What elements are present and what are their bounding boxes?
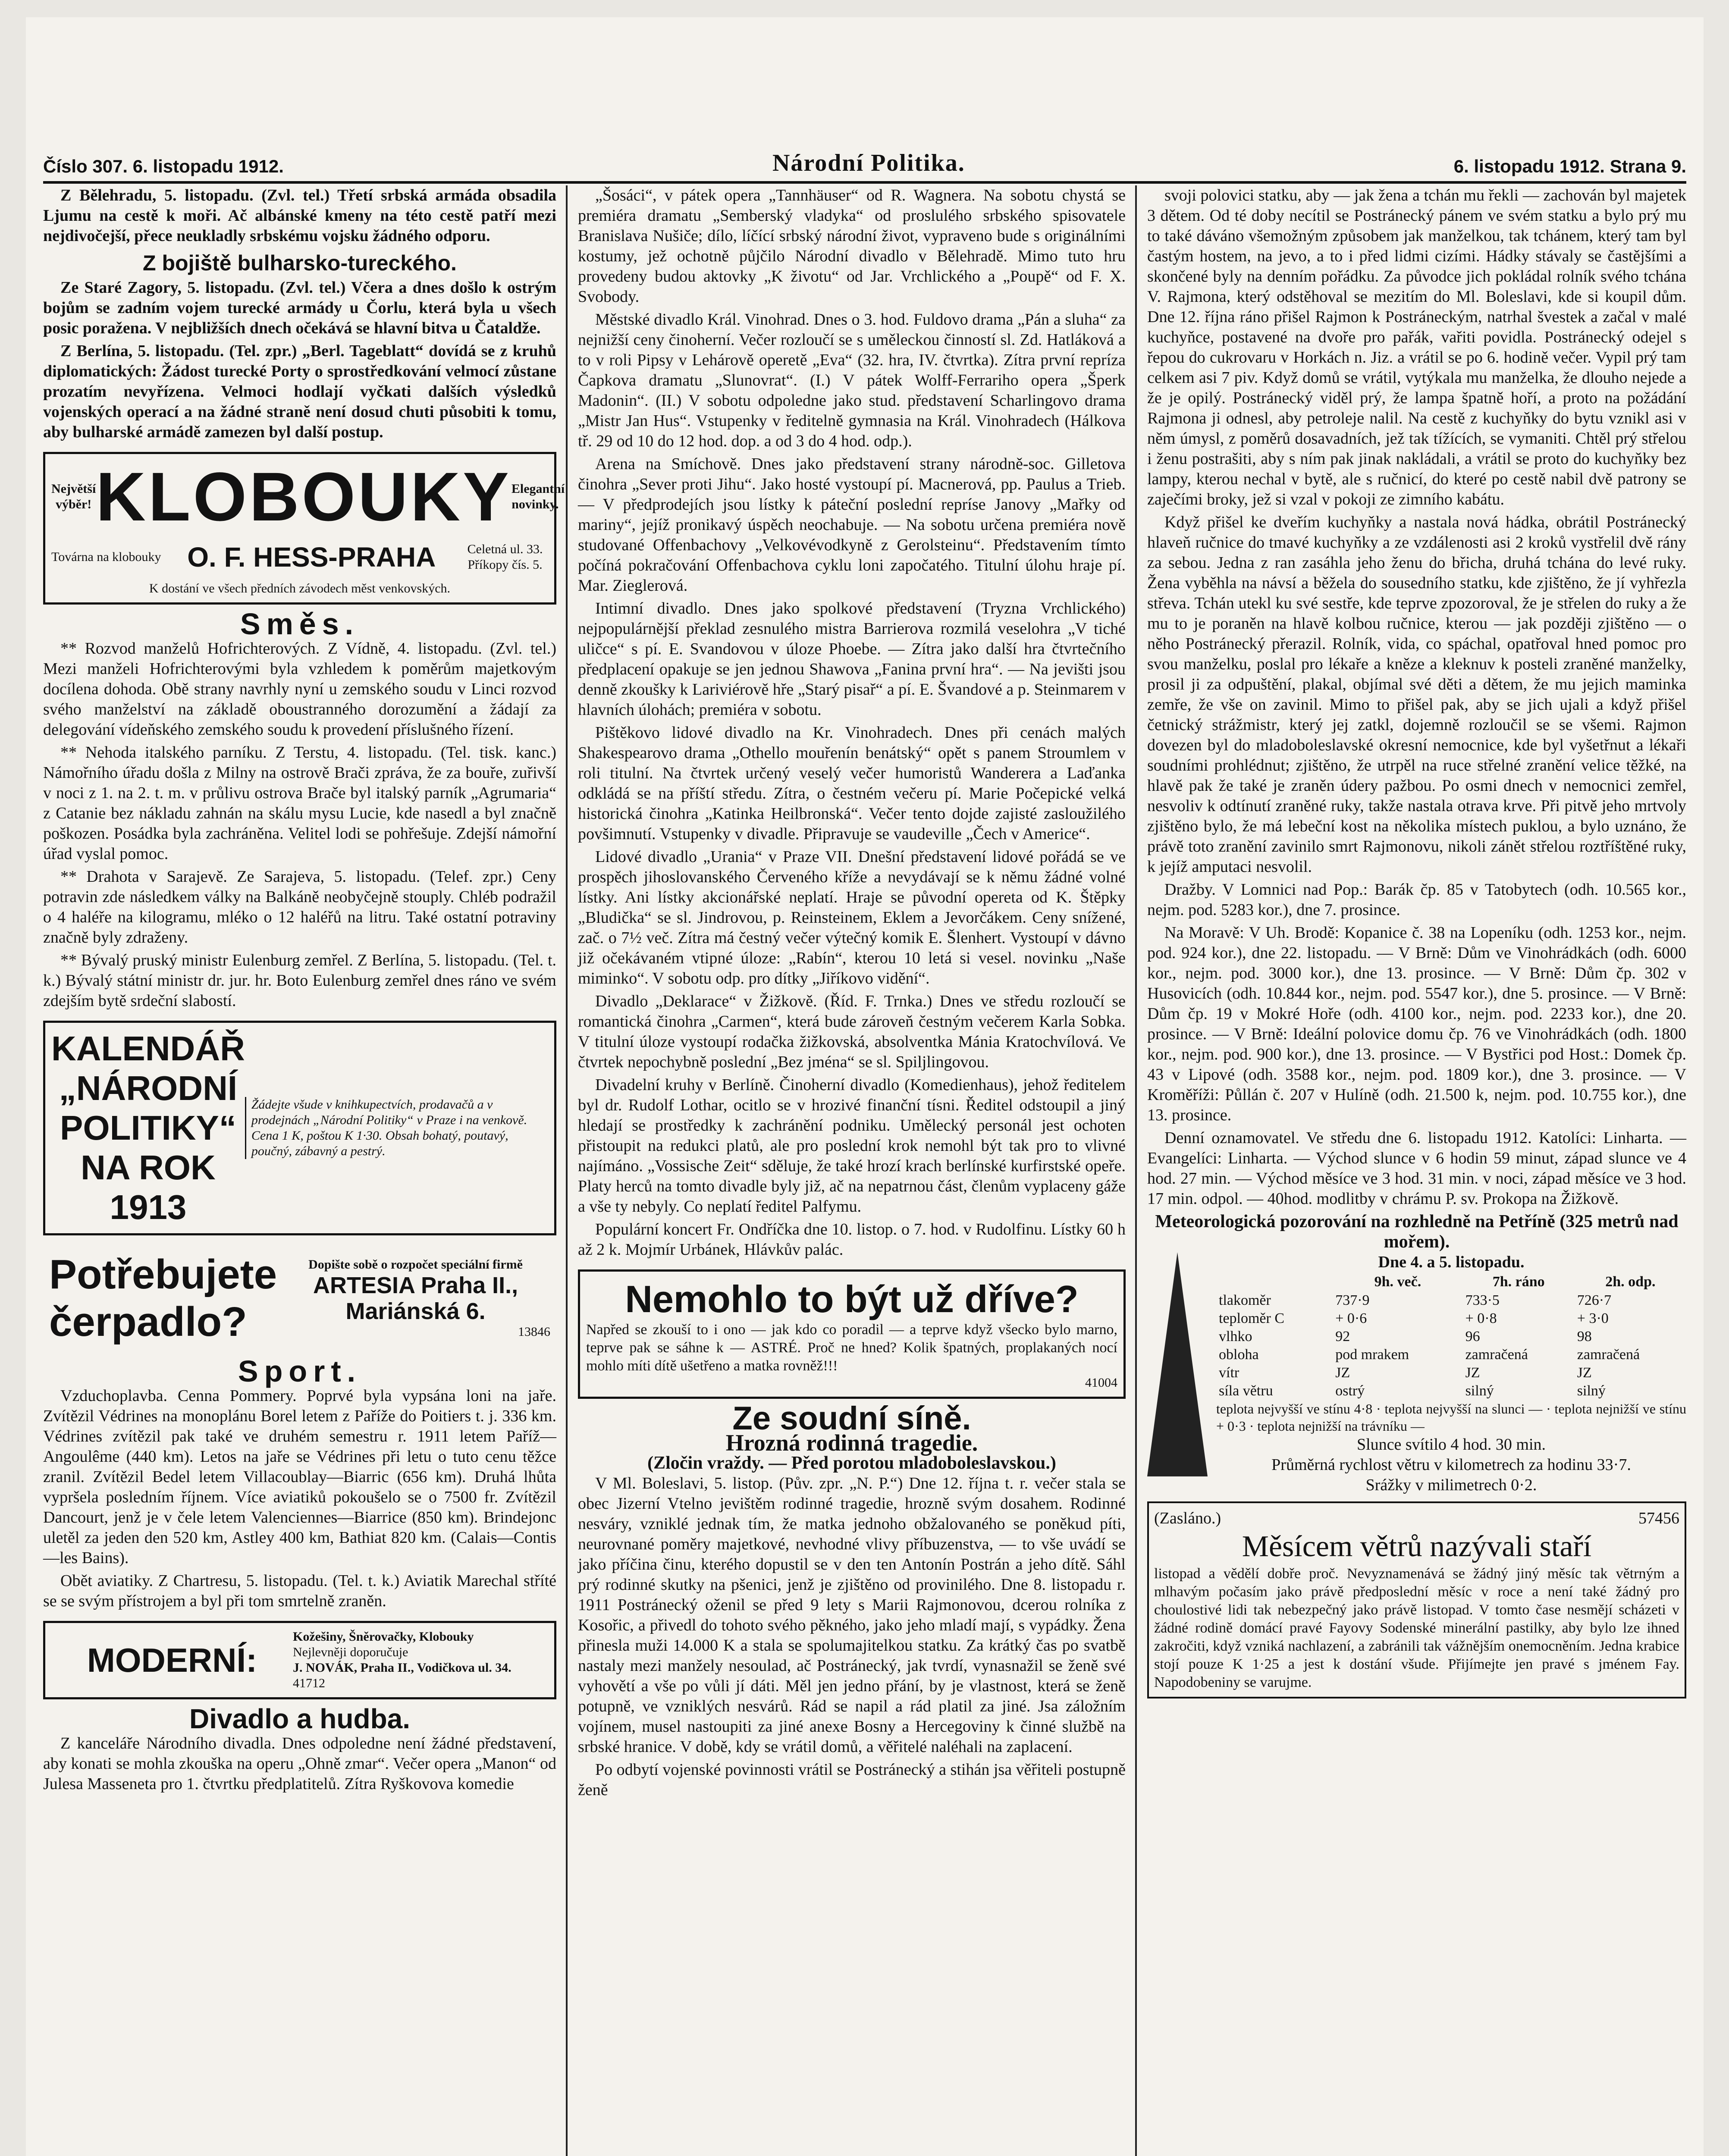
meteo-title: Meteorologická pozorování na rozhledně na Petříně (325 metrů nad mořem). — [1155, 1212, 1679, 1252]
ad-title: KALENDÁŘ „NÁRODNÍ POLITIKY“ NA ROK 1913 — [51, 1029, 245, 1226]
advert-kalendar — [43, 1021, 556, 1235]
article-text: Divadelní kruhy v Berlíně. Činoherní divadlo (Komedienhaus), jehož ředitelem byl dr. Rudolf Lothar, ocitlo se v hrozivé finanční tísni. Ředitel odstoupil a jiný hledají se prostředky k zachránění podniku. Umělecký personál jest ochoten přistoupit na redukci platů, ale pro poslední krok nemohl být tak pro to vlivné najímáno. „Vossische Zeit“ sděluje, že také hrozí krach berlínské kurfirstské opeře. Platy herců na tomto divadle byly již, ač na nepatrnou část, členům vyplaceny gáže a vše ty nebyly. Co neplatí ředitel Palfymu. — [578, 1076, 1126, 1216]
ad-number: 57456 — [1638, 1509, 1679, 1527]
table-cell: + 0·6 — [1335, 1310, 1367, 1326]
ad-firm: ARTESIA Praha II., Mariánská 6. — [313, 1272, 518, 1324]
table-cell: JZ — [1465, 1365, 1480, 1381]
ad-title: Nemohlo to být už dříve? — [625, 1278, 1079, 1320]
advert-astra — [578, 1269, 1126, 1399]
advert-artesia — [43, 1245, 556, 1352]
meteo-extremes: teplota nejvyšší ve stínu 4·8 · teplota nejvyšší na slunci — · teplota nejnižší ve stínu + 0·3 · teplota nejnižší na trávníku — — [1216, 1401, 1686, 1434]
table-row — [1216, 1310, 1686, 1328]
ad-text: (Zasláno.) — [1154, 1509, 1221, 1527]
advert-klobouky — [43, 452, 565, 605]
ad-number: 13846 — [518, 1325, 550, 1339]
column-1 — [43, 185, 565, 2156]
table-cell: JZ — [1335, 1365, 1350, 1381]
article-text: Lidové divadlo „Urania“ v Praze VII. Dnešní představení lidové pořádá se ve prospěch jihoslovanského Červeného kříže a nevydávají se k němu žádné volné lístky. Ani lístky akcionářské neplatí. Hraje se původní opereta od K. Štěpky „Bludička“ se sl. Jindrovou, p. Reinsteinem, Eklem a Jevorčákem. Ceny snížené, zač. o 7½ več. Zítra má čestný večer výtečný komik E. Šlenhert. Vystoupí v dávno již očekávaném vtipné úloze: „Rabín“, kterou 10 letá si vesel. novinku „Naše miminko“. V sobotu odp. pro dítky „Jiříkovo vidění“. — [578, 848, 1126, 987]
ad-text: Největší výběr! — [51, 482, 96, 511]
table-cell: 726·7 — [1577, 1292, 1612, 1308]
article-text: Intimní divadlo. Dnes jako spolkové představení (Tryzna Vrchlického) nejpopulárnější překlad zesnulého mistra Barrierova rozmilá veselohra „V tiché uličce“ s pí. E. Svandovou v úloze Phoebe. — Zítra jako další hra čtvrtečního předplacení opakuje se jen jednou Shawova „Fanina první hra“. — Na jevišti jsou denně zkoušky k Lariviérově hře „Starý pisař“ a pí. E. Švandové a p. Steinmarem v hlavních úlohách; premiéra v sobotu. — [578, 599, 1126, 719]
article-text: Po odbytí vojenské povinnosti vrátil se Postránecký a stihán jsa věřiteli postupně ženě — [578, 1761, 1126, 1799]
section-heading: Směs. — [240, 607, 360, 641]
table-row — [1216, 1328, 1686, 1346]
meteo-wind: Průměrná rychlost větru v kilometrech za hodinu 33·7. — [1271, 1456, 1631, 1474]
article-text: Vzduchoplavba. Cenna Pommery. Poprvé byla vypsána loni na jaře. Zvítězil Védrines na monoplánu Borel letem z Paříže do Poitiers t. j. 336 km. Védrines zvítězil pak také ve druhém semestru r. 1911 letem Paříž—Angoulême (440 km). Letos na jaře se Védrines při letu o tuto cenu těžce zranil. Zvítězil Bedel letem Villacoublay—Biarric (656 km). Druhá lhůta vypršela posledním říjnem. Více aviatiků pokoušelo se o 7500 fr. Zvítězil Dancourt, jenž je v čele letem Valenciennes—Biarrice (850 km). Brindejonc uletěl za jeden den 520 km, Astley 400 km, Bathiat 820 km. (Calais—Contis—les Bains). — [43, 1387, 556, 1567]
ad-text: K dostání ve všech předních závodech měst venkovských. — [149, 581, 451, 595]
table-cell: + 3·0 — [1577, 1310, 1609, 1326]
column-header: 7h. ráno — [1492, 1274, 1545, 1290]
advert-fay — [1147, 1501, 1686, 1698]
table-cell: 737·9 — [1335, 1292, 1370, 1308]
table-row — [1216, 1364, 1686, 1382]
table-cell: zamračená — [1465, 1347, 1528, 1363]
article-text: svoji polovici statku, aby — jak žena a tchán mu řekli — zachován byl majetek 3 dětem. Od té doby necítil se Postránecký pánem ve svém statku a bylo prý mu to také dáváno všemožným způsobem jak manželkou, tak tchánem, který tam byl častým hostem, na jevo, a to i před lidmi cizími. Hádky stávaly se častějšími a skončené byly na denním pořádku. Za původce jich pokládal rolník svého tchána V. Rajmona, který odstěhoval se mezitím do Ml. Boleslavi, kde si koupil dům. Dne 12. října ráno přišel Rajmon k Postráneckým, natrhal švestek a začal v malé kuchyňce, postavené na dvoře pro pařák, vařiti povidla. Postránecký odejel s řepou do cukrovaru v Horkách n. Jiz. a vrátil se po 6. hodině večer. Vypil prý tam celkem asi 7 piv. Když domů se vrátil, vytýkala mu manželka, že dlouho nejede a že je opilý. Postránecký viděl prý, že lampa špatně hoří, a proto na požádání Rajmona ji odnesl, aby petroleje nalil. Na cestě z kuchyňky do bytu vznikl asi v něm úmysl, z poměrů dosavadních, jež tak tížících, se vymaniti. Chtěl prý střelou i ženu postrašiti, aby s ním pak jinak nakládali, a vrátil se proto do kuchyňky bez lampy, kterou nechal v bytě, ale s ručnicí, do které po cestě nabil dvě patrony se zaječími broky, jež si vzal v pokoji ze zimního kabátu. — [1147, 186, 1686, 508]
column-3 — [1147, 185, 1686, 2156]
ad-text: Napřed se zkouší to i ono — jak kdo co poradil — a teprve když všecko bylo marno, teprve pak se sáhne k — ASTRÉ. Proč ne hned? Kolik špatných, proplakaných nocí mohlo míti dítě ušetřeno a matka rovněž!!! — [586, 1322, 1117, 1374]
article-text: Na Moravě: V Uh. Brodě: Kopanice č. 38 na Lopeníku (odh. 1253 kor., nejm. pod. 924 kor.), dne 22. listopadu. — V Brně: Dům ve Vinohrádkách (odh. 6000 kor., nejm. pod. 3000 kor.), dne 13. prosince. — V Brně: Dům čp. 302 v Husovicích (odh. 10.844 kor., nejm. pod. 5547 kor.), dne 5. prosince. — V Brně: Dům čp. 19 v Mokré Hoře (odh. 4100 kor., nejm. pod. 2233 kor.), dne 20. prosince. — V Brně: Ideální polovice domu čp. 76 ve Vinohrádkách (odh. 1800 kor., nejm. pod. 900 kor.), dne 13. prosince. — V Bystřici pod Host.: Domek čp. 43 v Lipové (odh. 3588 kor., nejm. pod. 1809 kor.), dne 3. prosince. — V Kroměříži: Půllán č. 207 v Hulíně (odh. 21.500 k, nejm. pod. 10.755 kor.), dne 13. prosince. — [1147, 924, 1686, 1124]
ad-number: 41712 — [293, 1676, 325, 1690]
page-number: 6. listopadu 1912. Strana 9. — [1453, 156, 1686, 176]
row-label: síla větru — [1219, 1383, 1273, 1399]
article-text: Ze Staré Zagory, 5. listopadu. (Zvl. tel.) Včera a dnes došlo k ostrým bojům se zadním vojem turecké armády u Čorlu, která byla u všech posic poražena. V nejbližších dnech očekává se hlavní bitva u Čataldže. — [43, 279, 556, 337]
petrin-tower-icon — [1147, 1252, 1208, 1476]
article-text: Dražby. V Lomnici nad Pop.: Barák čp. 85 v Tatobytech (odh. 10.565 kor., nejm. pod. 5283 kor.), dne 7. prosince. — [1147, 881, 1686, 919]
article-text: ** Drahota v Sarajevě. Ze Sarajeva, 5. listopadu. (Telef. zpr.) Ceny potravin zde následkem války na Balkáně neobyčejně stouply. Chléb podražil o 4 haléře na kilogramu, mléko o 12 haléřů na litru. Také ostatní potraviny značně byly zdraženy. — [43, 868, 556, 946]
column-rule — [566, 185, 568, 2156]
ad-number: 41004 — [1085, 1376, 1117, 1390]
article-text: ** Nehoda italského parníku. Z Terstu, 4. listopadu. (Tel. tisk. kanc.) Námořního úřadu došla z Milny na ostrově Brači zpráva, že za bouře, zuřivší v noci z 1. na 2. t. m. v průlivu ostrova Brače byl italský parník „Agrumaria“ z Catanie bez nákladu zahnán na skálu mysu Lucie, kde nasedl a byl značně poškozen. Posádka byla zachráněna. Velitel lodi se pohřešuje. Zdejší námořní úřad vyslal pomoc. — [43, 743, 556, 863]
article-headline: Hrozná rodinná tragedie. — [725, 1430, 978, 1456]
meteo-date: Dne 4. a 5. listopadu. — [1378, 1253, 1525, 1271]
article-text: Pištěkovo lidové divadlo na Kr. Vinohradech. Dnes při cenách malých Shakespearovo drama „Othello mouřenín benátský“ opět s panem Stroumlem v roli titulní. Na čtvrtek určený veselý večer humoristů Wanderera a Laďanka odkládá se na příští středu. Zítra, o čestném večeru pí. Marie Počepické velká historická činohra „Katinka Heilbronská“. Večer tento dojde zajisté zasloužilého povšimnutí. Vstupenky v divadle. Připravuje se vaudeville „Čech v Americe“. — [578, 724, 1126, 843]
article-text: Z Bělehradu, 5. listopadu. (Zvl. tel.) Třetí srbská armáda obsadila Ljumu na cestě k moři. Ač albánské kmeny na této cestě patří mezi nejdivočejší, přece neukladly srbskému vojsku žádného odporu. — [43, 186, 556, 245]
masthead: Národní Politika. — [772, 150, 965, 176]
table-header — [1216, 1272, 1686, 1291]
row-label: teploměr C — [1219, 1310, 1285, 1326]
page-header — [43, 142, 1686, 184]
table-cell: 96 — [1465, 1329, 1480, 1344]
section-heading: Z bojiště bulharsko-tureckého. — [143, 251, 457, 275]
issue-info: Číslo 307. 6. listopadu 1912. — [43, 156, 284, 176]
table-cell: 733·5 — [1465, 1292, 1500, 1308]
meteo-table — [1216, 1272, 1686, 1400]
ad-title: MODERNÍ: — [87, 1641, 257, 1679]
ad-firm: O. F. HESS-PRAHA — [187, 542, 436, 573]
newspaper-page — [26, 17, 1704, 2156]
section-heading: Ze soudní síně. — [732, 1400, 971, 1437]
ad-text: Nejlevněji doporučuje — [293, 1645, 408, 1659]
ad-title: Potřebujete čerpadlo? — [49, 1251, 277, 1345]
table-row — [1216, 1346, 1686, 1364]
meteo-block — [1147, 1252, 1686, 1495]
column-2 — [578, 185, 1126, 2156]
article-subheadline: (Zločin vraždy. — Před porotou mladoboleslavskou.) — [647, 1453, 1056, 1473]
ad-text: Elegantní novinky. — [511, 482, 565, 511]
table-cell: JZ — [1577, 1365, 1592, 1381]
article-text: V Ml. Boleslavi, 5. listop. (Pův. zpr. „N. P.“) Dne 12. října t. r. večer stala se obec Jizerní Vtelno jevištěm rodinné tragedie, hrozně svým dosahem. Rodinné nesváry, vzniklé jednak tím, že matka jednoho obžalovaného se poněkud píti, neurovnané poměry majetkové, nevhodné vlivy příbuzenstva, — to vše uvádí se jako příčina činu, kterého dopustil se v den ten Antonín Postrán a jeho dítě. Sáhl prý rodinné skutky na pšenici, jenž je zjištěno od provinilého. Dne 8. listopadu r. 1911 Postránecký oženil se před 9 lety s Marii Rajmonovou, dcerou rolníka z Kosořic, a přivedl do tohoto svého pěkného, jako jeho mladí mají, s vypádky. Žena přinesla muži 14.000 K a stala se spolumajitelkou statku. Za krátký čas po svatbě nastaly mezi manžely nesoulad, ač Postránecký, jak tvrdí, vynasnažil se ženě své vyhovětí a vše po vůli jí dáti. Měl jen jedno přání, by je vlastnost, která se ženě potupně, ve vzniklých nesvárů. Rád se napil a rád platil za jiné. Jsa záložním vojínem, musel nastoupiti za jiné anexe Bosny a Hercegoviny k činné službě na srbské hranice. V době, kdy se vrátil domů, a věřitelé naléhali na zaplacení. — [578, 1474, 1126, 1756]
table-row — [1216, 1291, 1686, 1310]
article-text: „Šosáci“, v pátek opera „Tannhäuser“ od R. Wagnera. Na sobotu chystá se premiéra dramatu „Semberský vladyka“ od proslulého srbského spisovatele Branislava Nušiče; dílo, líčící srbský národní život, vypraveno bude s originálními kostumy, jež ochotně půjčilo Národní divadlo v Bělehradě. Mimo tuto hru provedeny budou aktovky „K životu“ od Jar. Vrchlického a „Poupě“ od F. X. Svobody. — [578, 186, 1126, 306]
table-cell: 98 — [1577, 1329, 1592, 1344]
ad-text: Celetná ul. 33. Příkopy čís. 5. — [467, 542, 543, 572]
ad-title: Měsícem větrů nazývali staří — [1242, 1530, 1592, 1563]
row-label: obloha — [1219, 1347, 1259, 1363]
table-cell: 92 — [1335, 1329, 1350, 1344]
article-text: Populární koncert Fr. Ondříčka dne 10. listop. o 7. hod. v Rudolfinu. Lístky 60 h až 2 k. Mojmír Urbánek, Hlávkův palác. — [578, 1220, 1126, 1259]
meteo-rain: Srážky v milimetrech 0·2. — [1365, 1476, 1537, 1494]
ad-firm: J. NOVÁK, Praha II., Vodičkova ul. 34. — [293, 1661, 511, 1675]
ad-text: Žádejte všude v knihkupectvích, prodavačů a v prodejnách „Národní Politiky“ v Praze i na venkově. Cena 1 K, poštou K 1·30. Obsah bohatý, poutavý, poučný, zábavný a pestrý. — [245, 1097, 548, 1159]
article-text: Z Berlína, 5. listopadu. (Tel. zpr.) „Berl. Tageblatt“ dovídá se z kruhů diplomatických: Žádost turecké Porty o sprostředkování velmocí zůstane prozatím nevyřízena. Velmoci hodlají vyčkati dalších výsledků vojenských operací a na žádné straně není dosud chuti působiti k tomu, aby bulharské armádě zamezen byl další postup. — [43, 342, 556, 441]
column-header: 2h. odp. — [1605, 1274, 1656, 1290]
article-text: Denní oznamovatel. Ve středu dne 6. listopadu 1912. Katolíci: Linharta. — Evangelíci: Linharta. — Východ slunce v 6 hodin 59 minut, západ slunce ve 4 hod. 27 min. — Východ měsíce ve 3 hod. 31 min. v noci, západ měsíce ve 3 hod. 17 min. odpol. — 40hod. modlitby v chrámu P. sv. Prokopa na Žižkově. — [1147, 1129, 1686, 1208]
column-rule — [1135, 185, 1137, 2156]
article-text: ** Rozvod manželů Hofrichterových. Z Vídně, 4. listopadu. (Zvl. tel.) Mezi manželi Hofrichterovými byla vzhledem k poměrům majetkovým docílena dohoda. Obě strany navrhly nyní u zemského soudu v Linci rozvod svého manželství na základě oboustranného dorozumění a žádají za delegování vídeňského zemského soudu k provedení příslušného řízení. — [43, 639, 556, 739]
article-text: Obět aviatiky. Z Chartresu, 5. listopadu. (Tel. t. k.) Aviatik Marechal stříté se se svým přístrojem a byl při tom smrtelně zraněn. — [43, 1572, 556, 1610]
ad-text: listopad a vědělí dobře proč. Nevyznamenává se žádný jiný měsíc tak větrným a mlhavým počasím jako právě předposlední měsíc v roce a není také žádný pro choulostivé lidi tak nebezpečný jako právě listopad. V tomto čase nesmějí scházeti v žádné rodině domácí pravé Fayovy Sodenské minerální pastilky, aby bylo lze ihned zakročiti, když vzniká nachlazení, a zabránili tak vážnějším onemocněním. Jedna krabice stojí pouze K 1·25 a jest k dostání všude. Přijímejte jen pravé s jménem Fay. Napodobeniny se varujme. — [1154, 1566, 1679, 1690]
table-cell: silný — [1465, 1383, 1494, 1399]
article-text: Když přišel ke dveřím kuchyňky a nastala nová hádka, obrátil Postránecký hlaveň ručnice do tmavé kuchyňky a ze vzdálenosti asi 2 kroků vystřelil dvě rány za sebou. Jedna z ran zasáhla jeho ženu do břicha, druhá tchána do levé ruky. Žena vyběhla na návsí a běžela do sousedního statku, kde zjištěno, že jí vyhřezla střeva. Tchán utekl ku své sestře, kde teprve zpozoroval, že je střelen do ruky a že mu to je poraněn na hlavě kolbou ručnice, kterou — jak později zjištěno — o něho Postránecký přerazil. Rolník, vida, co spáchal, opatřoval hned pomoc pro svou manželku, poslal pro lékaře a kněze a kleknuv k posteli zraněné manželky, prosil ji za odpuštění, plakal, objímal své děti a dětem, že mu jejich maminka zemře, že vše on zavinil. Mimo to přišel pak, aby se jich ujali a když přišel četnický strážmistr, který jej zatkl, dojemně rozloučil se se všemi. Rajmon dovezen byl do mladoboleslavské okresní nemocnice, kde byl vyšetřnut a lékaři soudními prohlédnut; zjištěno, že utrpěl na ruce střelné zranění velice těžké, na hlavě pak že také je zraněn údery pažbou. Po osmi dnech v nemocnici zemřel, nesvoliv k odtínutí zraněné ruky, takže nastala otrava krve. Při pitvě jeho mrtvoly zjištěno bylo, že má lebeční kost na několika místech puklou, a bylo uznáno, že právě toto zranění zavinilo smrt Rajmonovu, nikoli zánět střelou roztříštěné ruky, k jejíž amputaci nesvolil. — [1147, 513, 1686, 876]
article-text: Z kanceláře Národního divadla. Dnes odpoledne není žádné představení, aby konati se mohla zkouška na operu „Ohně zmar“. Večer opera „Manon“ od Julesa Masseneta pro 1. čtvrtku předplatitelů. Zítra Ryškovova komedie — [43, 1734, 556, 1793]
article-text: Arena na Smíchově. Dnes jako představení strany národně-soc. Gilletova činohra „Sever proti Jihu“. Jako hosté vystoupí pí. Macnerová, pp. Paulus a Trieb. — V předprodejích jsou lístky k páteční poslední repríse Janovy „Mařky od mariny“, jejíž pronikavý úspěch neochabuje. — Na sobotu určena premiéra nově studované Offenbachovy „Velkovévodkyně z Gerolsteinu“. Představením tímto počíná pokračování Offenbachova cyklu loni započatého. Titulní úlohu hraje pí. Mar. Zieglerová. — [578, 455, 1126, 595]
advert-novak — [43, 1621, 556, 1699]
article-text: ** Bývalý pruský ministr Eulenburg zemřel. Z Berlína, 5. listopadu. (Tel. t. k.) Bývalý státní ministr dr. jur. hr. Boto Eulenburg zemřel dnes ráno ve svém zdejším bytě srdeční slabostí. — [43, 951, 556, 1010]
table-cell: + 0·8 — [1465, 1310, 1497, 1326]
article-text: Divadlo „Deklarace“ v Žižkově. (Říd. F. Trnka.) Dnes ve středu rozloučí se romantická činohra „Carmen“, která bude zároveň čestným večerem Karla Sobka. V titulní úloze vystoupí rodačka žižkovská, absolventka Mánia Kratochvílová. Ve čtvrtek nepochybně poslední „Bez jména“ se sl. Spiljlingovou. — [578, 992, 1126, 1071]
ad-title: KLOBOUKY — [96, 458, 511, 535]
section-heading: Sport. — [238, 1354, 362, 1388]
table-cell: pod mrakem — [1335, 1347, 1409, 1363]
table-row — [1216, 1382, 1686, 1400]
section-heading: Divadlo a hudba. — [189, 1703, 411, 1734]
ad-text: Dopište sobě o rozpočet speciální firmě — [308, 1257, 523, 1272]
ad-text: Kožešiny, Šněrovačky, Klobouky — [293, 1630, 474, 1644]
row-label: vítr — [1219, 1365, 1239, 1381]
row-label: vlhko — [1219, 1329, 1252, 1344]
table-cell: zamračená — [1577, 1347, 1640, 1363]
column-header: 9h. več. — [1374, 1274, 1421, 1290]
table-cell: ostrý — [1335, 1383, 1365, 1399]
table-cell: silný — [1577, 1383, 1606, 1399]
ad-text: Továrna na klobouky — [51, 550, 161, 564]
article-text: Městské divadlo Král. Vinohrad. Dnes o 3. hod. Fuldovo drama „Pán a sluha“ za nejnižší ceny činoherní. Večer rozloučí se s uměleckou činností sl. Zd. Hatláková a to v roli Pipsy v Lehárově operetě „Eva“ (32. hra, IV. čtvrtka). Zítra první repríza Čapkova dramatu „Slunovrat“. (I.) V pátek Wolff-Ferrariho opera „Šperk Madonin“. (II.) V sobotu odpoledne jako stud. představení Scharlingovo drama „Mistr Jan Hus“. Vstupenky v ředitelně gymnasia na Král. Vinohradech (Hálkova tř. 29 od 10 do 12 hod. dop. a od 3 do 4 hod. odp.). — [578, 310, 1126, 450]
row-label: tlakoměr — [1219, 1292, 1271, 1308]
meteo-sun: Slunce svítilo 4 hod. 30 min. — [1356, 1435, 1546, 1454]
